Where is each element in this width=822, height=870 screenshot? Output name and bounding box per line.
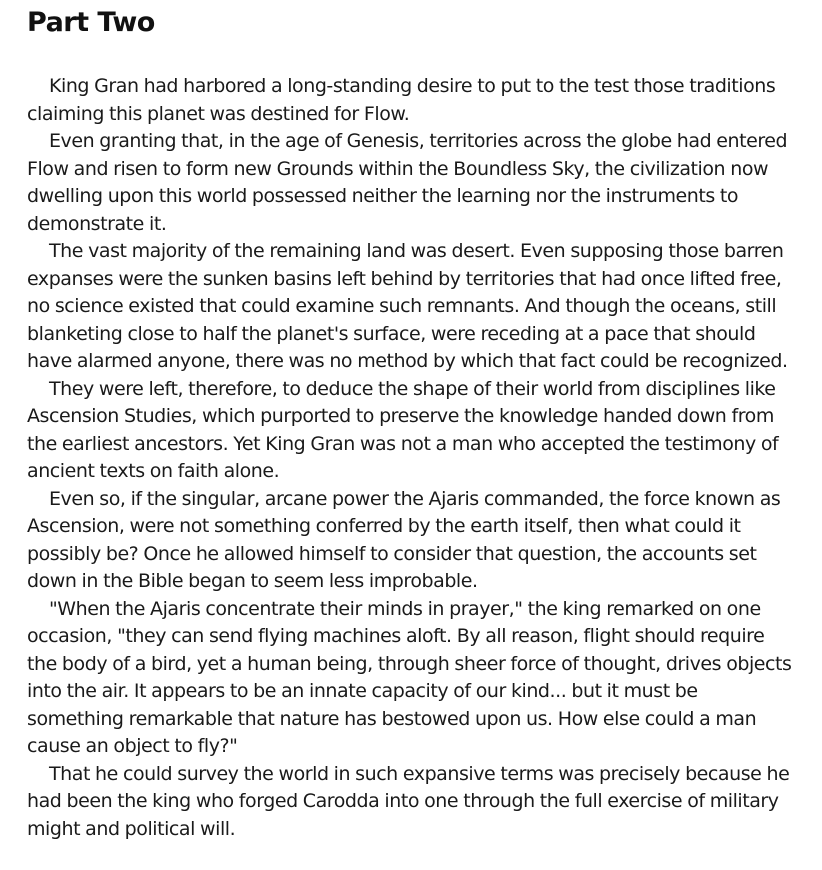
document-page [27, 0, 797, 843]
paragraph: The vast majority of the remaining land was desert. Even supposing those barren expanses were the sunken basins left behind by territories that had once lifted free, no science existed that could examine such remnants. And though the oceans, still blanketing close to half the planet's surface, were receding at a pace that should have alarmed anyone, there was no method by which that fact could be recognized. [27, 240, 788, 372]
paragraph: King Gran had harbored a long-standing desire to put to the test those traditions claiming this planet was destined for Flow. [27, 75, 776, 125]
paragraph: Even granting that, in the age of Genesis, territories across the globe had entered Flow and risen to form new Grounds within the Boundless Sky, the civilization now dwelling upon this world possessed neither the learning nor the instruments to demonstrate it. [27, 130, 788, 235]
paragraph: That he could survey the world in such expansive terms was precisely because he had been the king who forged Carodda into one through the full exercise of military might and political will. [27, 762, 790, 840]
paragraph: Even so, if the singular, arcane power the Ajaris commanded, the force known as Ascension, were not something conferred by the earth itself, then what could it possibly be? Once he allowed himself to consider that question, the accounts set down in the Bible began to seem less improbable. [27, 487, 781, 592]
body-text [27, 73, 797, 843]
paragraph: "When the Ajaris concentrate their minds in prayer," the king remarked on one occasion, "they can send flying machines aloft. By all reason, flight should require the body of a bird, yet a human being, through sheer force of thought, drives objects into the air. It appears to be an innate capacity of our kind... but it must be something remarkable that nature has bestowed upon us. How else could a man cause an object to fly?" [27, 597, 792, 757]
chapter-title: Part Two [27, 7, 155, 38]
paragraph: They were left, therefore, to deduce the shape of their world from disciplines like Ascension Studies, which purported to preserve the knowledge handed down from the earliest ancestors. Yet King Gran was not a man who accepted the testimony of ancient texts on faith alone. [27, 377, 779, 482]
